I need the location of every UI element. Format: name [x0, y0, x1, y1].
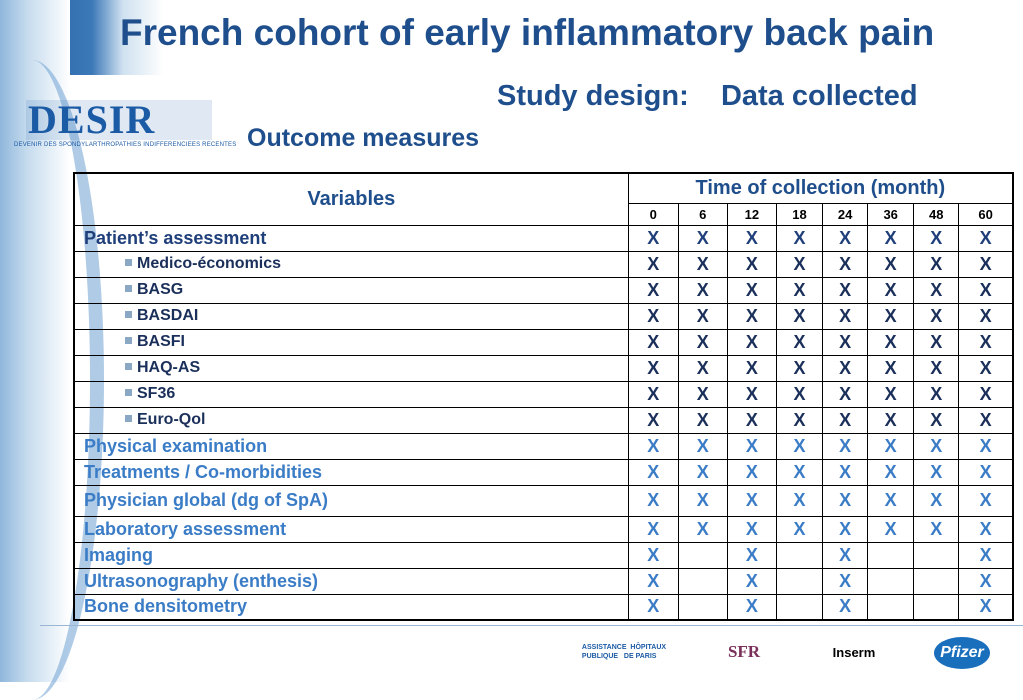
- collection-mark-cell: X: [914, 516, 959, 542]
- table-row: [74, 355, 1013, 381]
- collection-mark-cell: [868, 594, 914, 620]
- bullet-icon: [125, 415, 132, 422]
- table-row: [74, 516, 1013, 542]
- table-row: [74, 594, 1013, 620]
- collection-mark-cell: X: [823, 407, 868, 433]
- collection-mark-cell: X: [727, 303, 776, 329]
- table-row: [74, 433, 1013, 459]
- collection-mark-cell: X: [678, 459, 727, 485]
- collection-mark-cell: [776, 568, 822, 594]
- collection-mark-cell: X: [727, 485, 776, 516]
- collection-mark-cell: X: [959, 407, 1013, 433]
- variables-header: Variables: [74, 173, 628, 225]
- row-label-cell: [74, 251, 628, 277]
- row-label-cell: [74, 277, 628, 303]
- collection-mark-cell: X: [727, 568, 776, 594]
- collection-mark-cell: X: [959, 594, 1013, 620]
- ap-hp-logo: ASSISTANCE HÔPITAUX PUBLIQUE DE PARIS: [581, 644, 667, 660]
- collection-mark-cell: X: [959, 355, 1013, 381]
- collection-mark-cell: X: [678, 355, 727, 381]
- collection-mark-cell: X: [776, 355, 822, 381]
- table-row: [74, 225, 1013, 251]
- collection-mark-cell: X: [628, 516, 678, 542]
- collection-mark-cell: X: [959, 433, 1013, 459]
- collection-mark-cell: [914, 568, 959, 594]
- logo-word: DESIR: [28, 97, 156, 142]
- collection-mark-cell: X: [727, 381, 776, 407]
- row-label: Patient’s assessment: [84, 227, 267, 248]
- row-label-cell: [74, 407, 628, 433]
- collection-mark-cell: X: [628, 225, 678, 251]
- collection-mark-cell: [678, 568, 727, 594]
- collection-mark-cell: X: [678, 485, 727, 516]
- collection-mark-cell: X: [678, 225, 727, 251]
- slide-subtitle: Study design: Data collected: [497, 80, 918, 112]
- collection-mark-cell: X: [914, 277, 959, 303]
- collection-mark-cell: [914, 542, 959, 568]
- row-label-cell: [74, 516, 628, 542]
- bullet-icon: [125, 389, 132, 396]
- collection-mark-cell: X: [868, 225, 914, 251]
- row-label-cell: [74, 485, 628, 516]
- row-label: Bone densitometry: [84, 596, 248, 617]
- collection-mark-cell: X: [868, 277, 914, 303]
- bullet-icon: [125, 337, 132, 344]
- pfizer-logo: Pfizer: [934, 637, 990, 669]
- collection-mark-cell: X: [678, 329, 727, 355]
- month-header-cell: 6: [678, 203, 727, 225]
- collection-mark-cell: [678, 542, 727, 568]
- collection-mark-cell: X: [823, 251, 868, 277]
- collection-mark-cell: X: [776, 433, 822, 459]
- row-label-cell: [74, 225, 628, 251]
- collection-mark-cell: X: [628, 251, 678, 277]
- collection-mark-cell: X: [914, 433, 959, 459]
- table-row: [74, 459, 1013, 485]
- collection-mark-cell: X: [868, 381, 914, 407]
- collection-mark-cell: X: [628, 485, 678, 516]
- collection-mark-cell: X: [868, 303, 914, 329]
- month-header-cell: 24: [823, 203, 868, 225]
- collection-mark-cell: X: [727, 225, 776, 251]
- inserm-logo: Inserm: [832, 644, 876, 660]
- collection-mark-cell: X: [628, 407, 678, 433]
- collection-mark-cell: X: [776, 381, 822, 407]
- collection-mark-cell: X: [823, 355, 868, 381]
- collection-mark-cell: X: [959, 277, 1013, 303]
- collection-mark-cell: X: [823, 516, 868, 542]
- collection-mark-cell: X: [914, 485, 959, 516]
- footer-divider: [40, 625, 1023, 626]
- collection-mark-cell: X: [823, 381, 868, 407]
- collection-mark-cell: X: [628, 568, 678, 594]
- collection-mark-cell: X: [727, 433, 776, 459]
- row-label-cell: [74, 542, 628, 568]
- collection-mark-cell: X: [868, 407, 914, 433]
- collection-mark-cell: X: [868, 251, 914, 277]
- collection-mark-cell: X: [868, 459, 914, 485]
- collection-mark-cell: X: [868, 329, 914, 355]
- collection-mark-cell: X: [959, 381, 1013, 407]
- row-label-cell: [74, 594, 628, 620]
- collection-mark-cell: X: [727, 594, 776, 620]
- collection-mark-cell: X: [776, 485, 822, 516]
- table-row: [74, 277, 1013, 303]
- collection-mark-cell: X: [959, 568, 1013, 594]
- sfr-logo: SFR: [727, 642, 761, 661]
- row-label: Ultrasonography (enthesis): [84, 570, 319, 591]
- table-row: [74, 407, 1013, 433]
- collection-mark-cell: X: [823, 594, 868, 620]
- collection-mark-cell: X: [678, 407, 727, 433]
- bullet-icon: [125, 363, 132, 370]
- collection-mark-cell: X: [727, 329, 776, 355]
- row-label-cell: [74, 381, 628, 407]
- collection-mark-cell: X: [628, 594, 678, 620]
- collection-mark-cell: X: [823, 303, 868, 329]
- collection-mark-cell: X: [959, 485, 1013, 516]
- collection-mark-cell: X: [914, 355, 959, 381]
- table-row: [74, 329, 1013, 355]
- month-header-cell: 18: [776, 203, 822, 225]
- collection-mark-cell: X: [628, 303, 678, 329]
- collection-mark-cell: [678, 594, 727, 620]
- collection-mark-cell: X: [727, 407, 776, 433]
- table-row: [74, 542, 1013, 568]
- row-label: Euro-Qol: [137, 411, 206, 428]
- row-label-cell: [74, 329, 628, 355]
- collection-mark-cell: X: [678, 516, 727, 542]
- row-label: Physician global (dg of SpA): [84, 490, 329, 510]
- collection-mark-cell: X: [823, 329, 868, 355]
- collection-mark-cell: [868, 542, 914, 568]
- collection-mark-cell: X: [959, 459, 1013, 485]
- collection-mark-cell: X: [776, 303, 822, 329]
- table-row: [74, 485, 1013, 516]
- month-header-cell: 36: [868, 203, 914, 225]
- collection-mark-cell: X: [678, 303, 727, 329]
- collection-mark-cell: X: [776, 277, 822, 303]
- collection-mark-cell: X: [776, 459, 822, 485]
- bullet-icon: [125, 259, 132, 266]
- logo-tagline: DEVENIR DES SPONDYLARTHROPATHIES INDIFFERENCIEES RECENTES: [14, 142, 237, 148]
- collection-mark-cell: X: [914, 407, 959, 433]
- collection-mark-cell: X: [727, 251, 776, 277]
- bullet-icon: [125, 311, 132, 318]
- collection-mark-cell: X: [776, 329, 822, 355]
- slide-title: French cohort of early inflammatory back pain: [120, 12, 935, 53]
- collection-mark-cell: [868, 568, 914, 594]
- row-label: BASG: [137, 281, 184, 298]
- collection-mark-cell: X: [959, 542, 1013, 568]
- month-header-cell: 0: [628, 203, 678, 225]
- data-collection-table: [73, 172, 1014, 621]
- collection-mark-cell: X: [823, 459, 868, 485]
- row-label: Physical examination: [84, 435, 268, 456]
- collection-mark-cell: X: [727, 459, 776, 485]
- collection-mark-cell: X: [959, 516, 1013, 542]
- collection-mark-cell: [914, 594, 959, 620]
- time-header: Time of collection (month): [628, 173, 1013, 203]
- collection-mark-cell: X: [823, 433, 868, 459]
- collection-mark-cell: X: [914, 459, 959, 485]
- row-label-cell: [74, 303, 628, 329]
- table-row: [74, 251, 1013, 277]
- collection-mark-cell: X: [727, 355, 776, 381]
- collection-mark-cell: X: [914, 225, 959, 251]
- section-heading: Outcome measures: [247, 124, 480, 152]
- collection-mark-cell: X: [868, 485, 914, 516]
- collection-mark-cell: X: [868, 355, 914, 381]
- month-header-cell: 48: [914, 203, 959, 225]
- collection-mark-cell: X: [628, 277, 678, 303]
- table-row: [74, 568, 1013, 594]
- collection-mark-cell: X: [628, 433, 678, 459]
- bullet-icon: [125, 285, 132, 292]
- collection-mark-cell: X: [776, 251, 822, 277]
- collection-mark-cell: X: [823, 225, 868, 251]
- collection-mark-cell: X: [868, 516, 914, 542]
- collection-mark-cell: X: [678, 277, 727, 303]
- collection-mark-cell: X: [914, 251, 959, 277]
- collection-mark-cell: X: [823, 542, 868, 568]
- collection-mark-cell: X: [776, 516, 822, 542]
- collection-mark-cell: X: [914, 381, 959, 407]
- collection-mark-cell: X: [727, 277, 776, 303]
- collection-mark-cell: X: [628, 542, 678, 568]
- month-header-cell: 60: [959, 203, 1013, 225]
- collection-mark-cell: X: [727, 542, 776, 568]
- row-label: Medico-économics: [137, 255, 282, 272]
- collection-mark-cell: X: [776, 225, 822, 251]
- collection-mark-cell: X: [628, 459, 678, 485]
- row-label-cell: [74, 459, 628, 485]
- row-label: Laboratory assessment: [84, 518, 287, 539]
- collection-mark-cell: X: [727, 516, 776, 542]
- table-row: [74, 381, 1013, 407]
- collection-mark-cell: X: [914, 303, 959, 329]
- collection-mark-cell: X: [678, 251, 727, 277]
- collection-mark-cell: X: [628, 355, 678, 381]
- collection-mark-cell: X: [628, 329, 678, 355]
- row-label: Treatments / Co-morbidities: [84, 461, 323, 482]
- collection-mark-cell: X: [959, 303, 1013, 329]
- collection-mark-cell: X: [823, 485, 868, 516]
- desir-logo: [14, 96, 237, 150]
- collection-mark-cell: X: [959, 329, 1013, 355]
- row-label: HAQ-AS: [137, 359, 201, 376]
- row-label-cell: [74, 433, 628, 459]
- collection-mark-cell: X: [914, 329, 959, 355]
- month-header-cell: 12: [727, 203, 776, 225]
- collection-mark-cell: X: [868, 433, 914, 459]
- collection-mark-cell: X: [678, 433, 727, 459]
- table-body: [74, 225, 1013, 620]
- collection-mark-cell: X: [823, 277, 868, 303]
- row-label: BASDAI: [137, 307, 199, 324]
- collection-mark-cell: [776, 542, 822, 568]
- collection-mark-cell: X: [959, 251, 1013, 277]
- table-row: [74, 303, 1013, 329]
- collection-mark-cell: X: [628, 381, 678, 407]
- collection-mark-cell: [776, 594, 822, 620]
- collection-mark-cell: X: [776, 407, 822, 433]
- row-label: SF36: [137, 385, 176, 402]
- row-label-cell: [74, 355, 628, 381]
- collection-mark-cell: X: [959, 225, 1013, 251]
- collection-mark-cell: X: [823, 568, 868, 594]
- collection-mark-cell: X: [678, 381, 727, 407]
- row-label: BASFI: [137, 333, 185, 350]
- row-label-cell: [74, 568, 628, 594]
- row-label: Imaging: [84, 544, 154, 565]
